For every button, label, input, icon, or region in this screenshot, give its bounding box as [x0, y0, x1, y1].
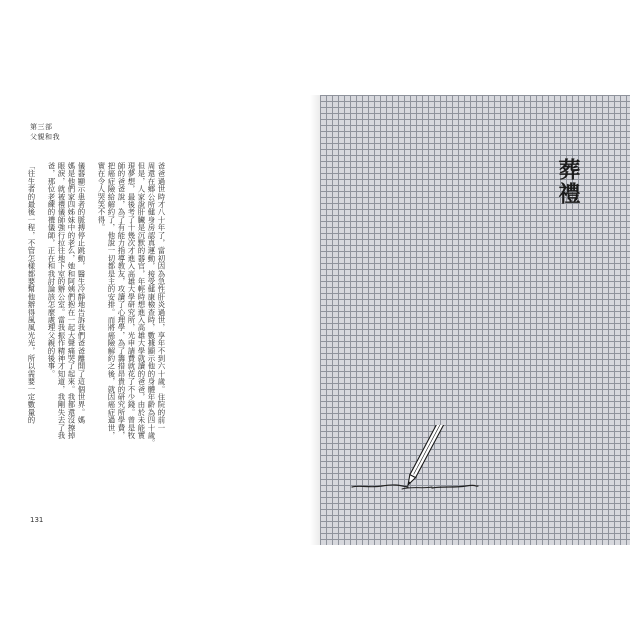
text-line: 實在令人哭笑不得。 — [97, 162, 106, 232]
text-line: 把癌症險給解約了，他說一切都是主的安排。而將癌險解約之後，就因癌症過世， — [107, 162, 116, 440]
text-line: 媽是他們家四姊妹中的老么，她和阿姨們抱在一起大聲痛哭了起來。我都還沒擦掉 — [67, 162, 76, 440]
pencil-drawing-icon — [350, 425, 480, 500]
right-page — [320, 95, 630, 545]
text-line: 周還在鄉公所健身房認真運動，接受健康檢查時，數據顯示他的身體年齡為四十歲。 — [147, 162, 156, 447]
text-line: 爸，那位老練的禮儀師，正在和我討論該怎麼處理父親的後事。 — [47, 162, 56, 378]
text-line: 眼淚，就被禮儀師強行拉往地下室的辦公室。當我振作精神才知道，我剛失去了我 — [57, 162, 66, 440]
running-header — [30, 122, 60, 142]
page-number: 131 — [30, 516, 44, 524]
book-spread — [10, 95, 630, 545]
text-line: 現夢想，最後考了十幾次才進入高雄大學研究所，光申請費就花了不少錢。曾是牧 — [127, 162, 136, 440]
header-part: 第三部 — [30, 123, 53, 131]
left-page — [10, 95, 320, 545]
text-line: 儀器顯示患者的脈搏停止跳動，醫生冷靜地告訴我們爸爸離開了這個世界。媽 — [77, 162, 86, 424]
text-line: 「往生者的最後一程，不管怎樣都要幫他辦得風風光光，所以需要一定數量的 — [27, 162, 36, 424]
text-line: 爸爸過世時才八十年了，當初因為急性肝炎過世，享年不到六十歲。住院的前一 — [157, 162, 166, 432]
book-gutter — [310, 95, 320, 545]
text-line: 師的爸爸說，為了有能力指導教友，攻讀了心理學，為了籌措昂貴的研究所學費， — [117, 162, 126, 440]
text-line: 但是，人家說肝臟是沉默的器官，年輕時想進入高雄大學就讀的爸爸，由於未能實 — [137, 162, 146, 440]
chapter-title: 葬禮 — [555, 158, 580, 206]
header-subtitle: 父親和我 — [30, 133, 60, 141]
